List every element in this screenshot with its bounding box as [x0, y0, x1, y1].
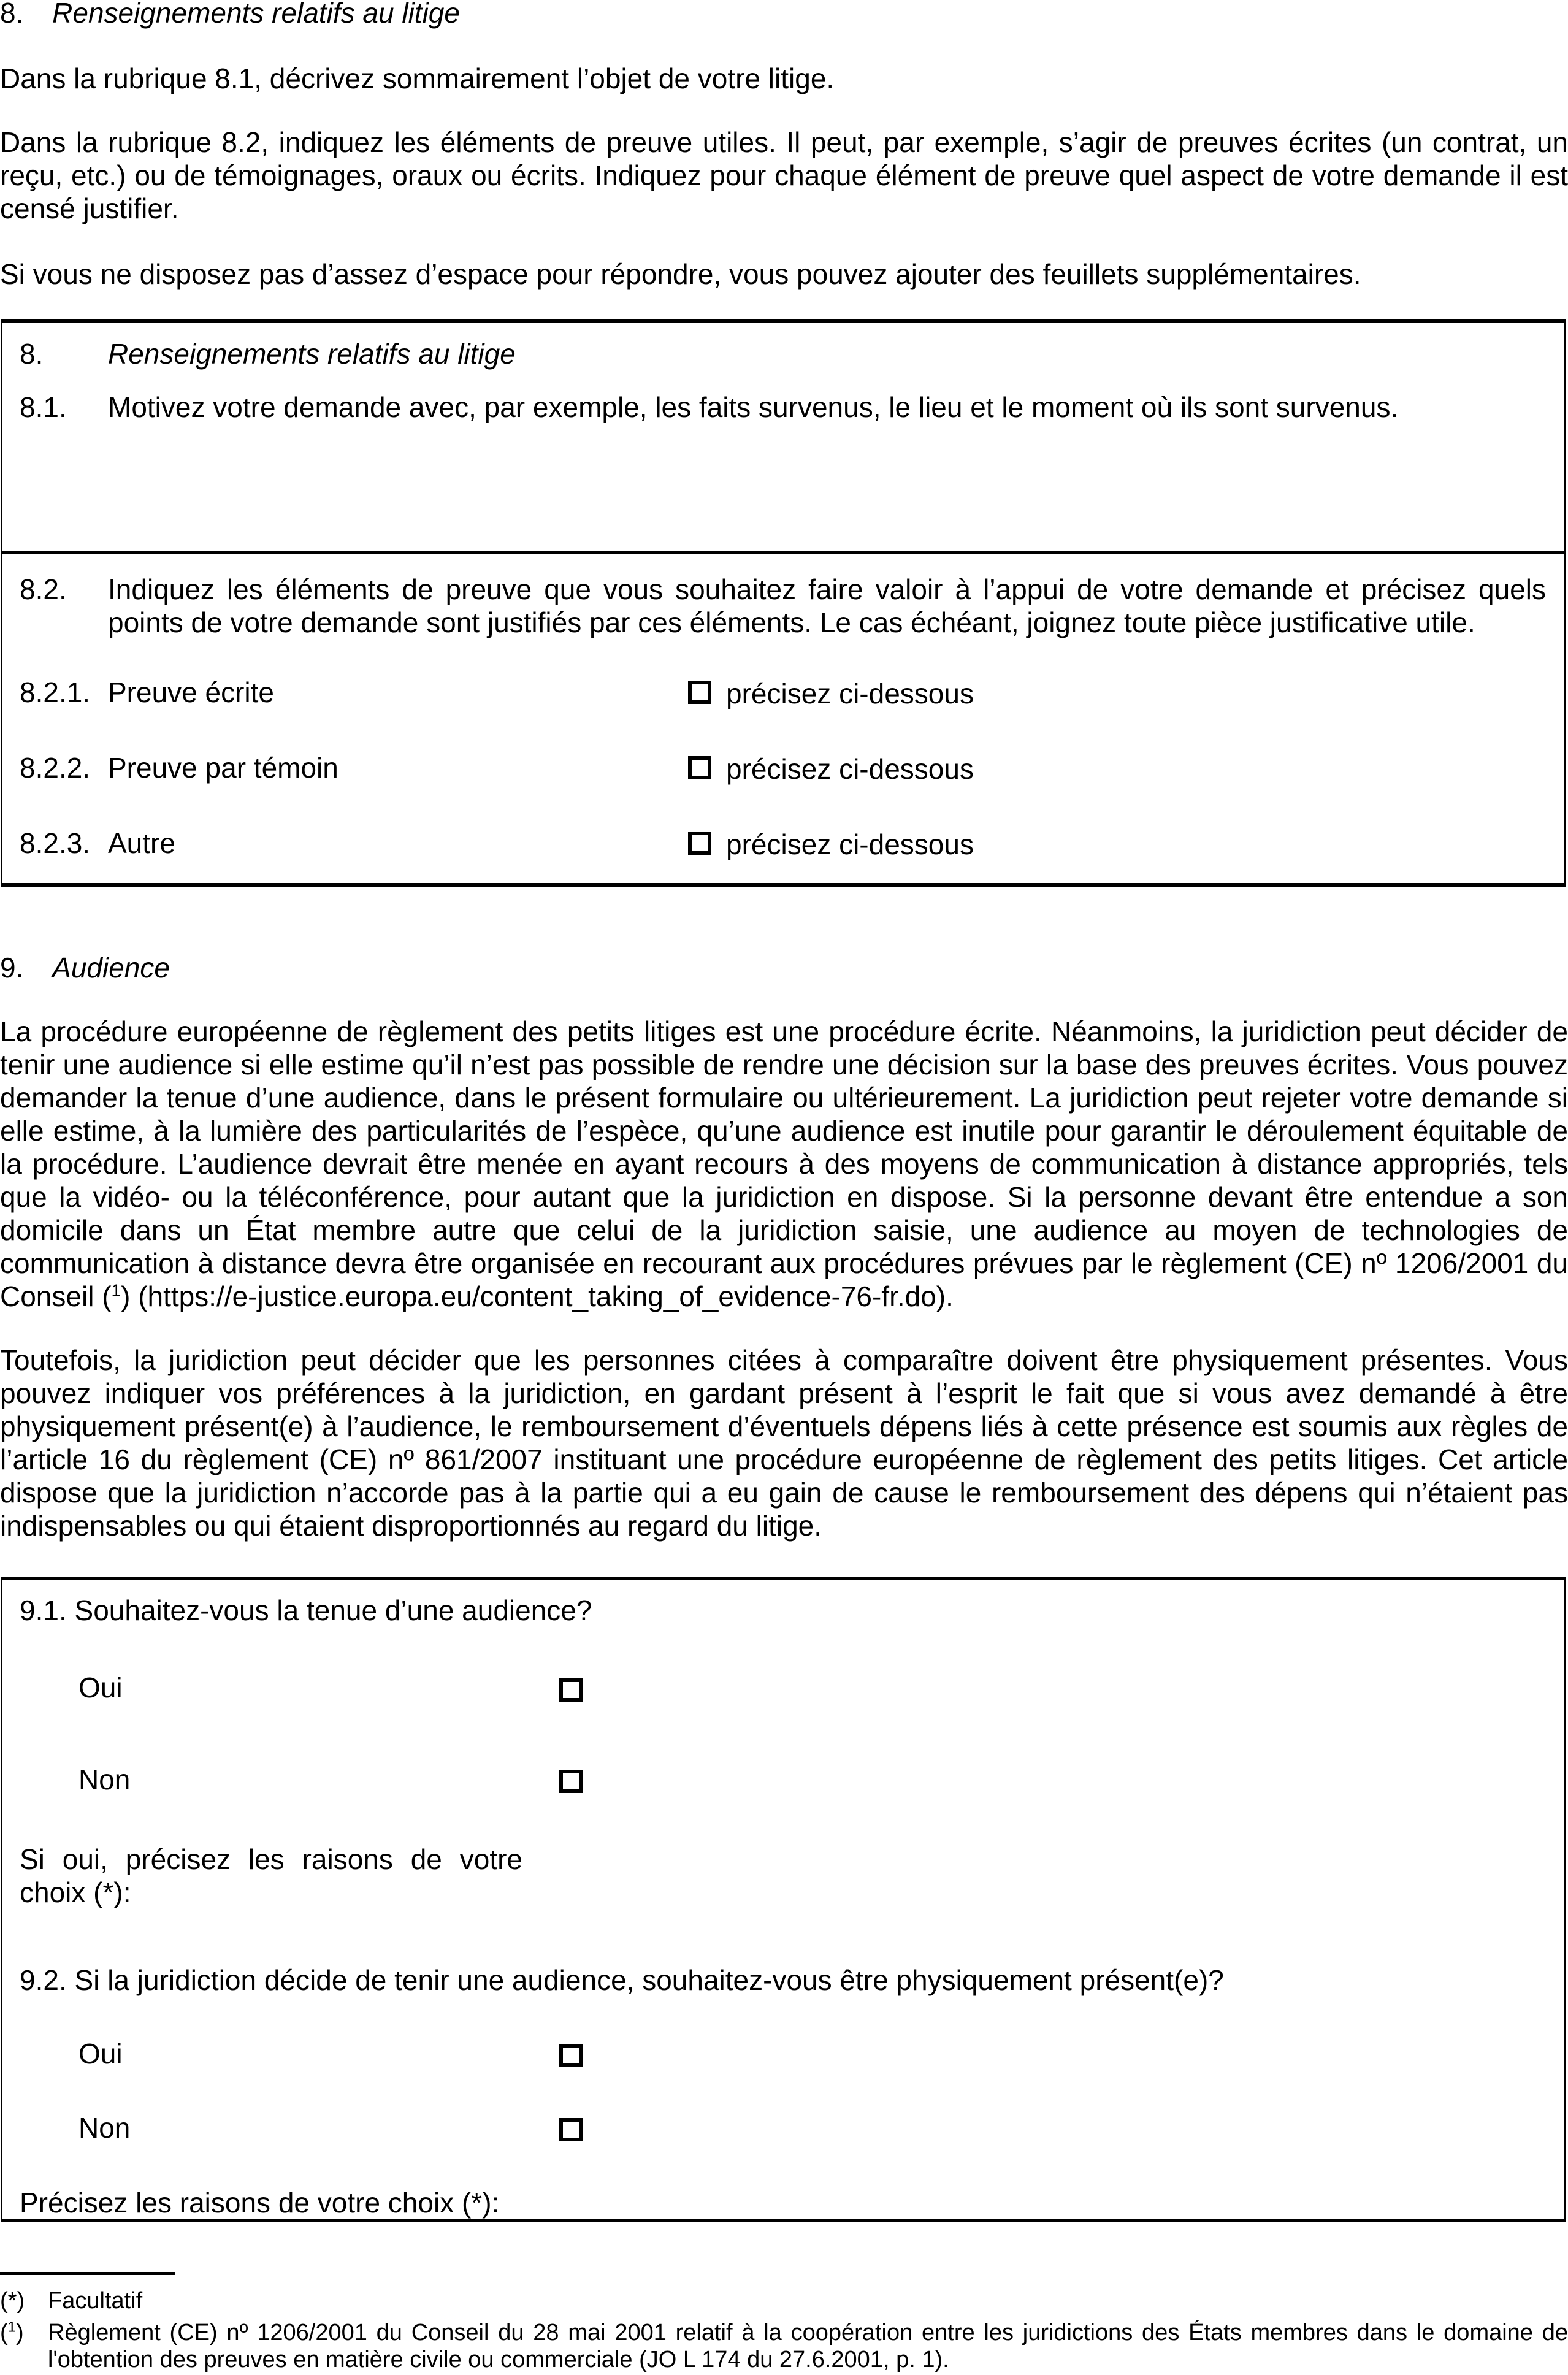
q91-yes-checkbox[interactable] — [559, 1678, 583, 1702]
q82-number: 8.2. — [20, 573, 67, 605]
q91-text: 9.1. Souhaitez-vous la tenue d’une audience? — [20, 1594, 592, 1626]
section-8-heading — [0, 0, 460, 29]
section-8-intro-1: Dans la rubrique 8.1, décrivez sommairement l’objet de votre litige. — [0, 63, 835, 94]
paragraph-text-link[interactable]: ) (https://e-justice.europa.eu/content_taking_of_evidence-76-fr.do). — [121, 1280, 954, 1312]
footnote-text: Facultatif — [48, 2288, 143, 2314]
section-8-number: 8. — [0, 0, 24, 29]
section-9-form-box — [1, 1577, 1566, 2222]
section-8-intro-3: Si vous ne disposez pas d’assez d’espace pour répondre, vous pouvez ajouter des feuillets supplémentaires. — [0, 258, 1361, 290]
section-9-paragraph-2: Toutefois, la juridiction peut décider que les personnes citées à comparaître doivent être physiquement présentes. Vous pouvez indiquer vos préférences à la juridiction, en gardant présent à l’esprit le fait que si vous avez demandé à être physiquement présent(e) à l’audience, le remboursement d’éventuels dépens liés à cette présence est soumis aux règles de l’article 16 du règlement (CE) nº 861/2007 instituant une procédure européenne de règlement des petits litiges. Cet article dispose que la juridiction n’accorde pas à la partie qui a eu gain de cause le remboursement des dépens qui n’étaient pas indispensables ou qui étaient disproportionnés au regard du litige. — [0, 1344, 1568, 1542]
evidence-row-witness — [2, 751, 1564, 784]
q81-text: Motivez votre demande avec, par exemple, les faits survenus, le lieu et le moment où ils sont survenus. — [108, 391, 1399, 423]
evidence-number: 8.2.3. — [20, 827, 91, 859]
q92-text: 9.2. Si la juridiction décide de tenir une audience, souhaitez-vous être physiquement présent(e)? — [20, 1964, 1224, 1996]
evidence-option-label: précisez ci-dessous — [726, 678, 974, 709]
q82-text: Indiquez les éléments de preuve que vous souhaitez faire valoir à l’appui de votre demande et précisez quels points de votre demande sont justifiés par ces éléments. Le cas échéant, joignez toute pièce justificative utile. — [108, 573, 1546, 638]
q91-no-checkbox[interactable] — [559, 1770, 583, 1793]
q92-yes-checkbox[interactable] — [559, 2044, 583, 2067]
evidence-witness-checkbox[interactable] — [688, 756, 711, 779]
q92-reasons-label: Précisez les raisons de votre choix (*): — [20, 2187, 500, 2219]
section-9-paragraph-1 — [0, 1015, 1568, 1313]
paragraph-text: La procédure européenne de règlement des petits litiges est une procédure écrite. Néanmoins, la juridiction peut décider de tenir une audience si elle estime qu’il n’est pas possible de rendre une décision sur la base des preuves écrites. Vous pouvez demander la tenue d’une audience, dans le présent formulaire ou ultérieurement. La juridiction peut rejeter votre demande si elle estime, à la lumière des particularités de l’espèce, qu’une audience est inutile pour garantir le déroulement équitable de la procédure. L’audience devrait être menée en ayant recours à des moyens de communication à distance appropriés, tels que la vidéo- ou la téléconférence, pour autant que la juridiction en dispose. Si la personne devant être entendue a son domicile dans un État membre autre que celui de la juridiction saisie, une audience au moyen de technologies de communication à distance devra être organisée en recourant aux procédures prévues par le règlement (CE) nº 1206/2001 du Conseil ( — [0, 1015, 1568, 1312]
section-9-number: 9. — [0, 952, 24, 984]
q91-reasons-answer-area[interactable] — [542, 1838, 1523, 1918]
q92-no-checkbox[interactable] — [559, 2118, 583, 2141]
section-9-heading — [0, 951, 170, 984]
footnote-mark: ($^1$) — [0, 2319, 24, 2346]
evidence-label: Preuve écrite — [108, 676, 275, 708]
evidence-written-checkbox[interactable] — [688, 681, 711, 704]
evidence-other-checkbox[interactable] — [688, 832, 711, 855]
evidence-number: 8.2.1. — [20, 676, 91, 708]
q81-answer-area[interactable] — [2, 427, 1564, 549]
footnote-separator — [0, 2272, 175, 2275]
evidence-label: Autre — [108, 827, 175, 859]
evidence-option-label: précisez ci-dessous — [726, 828, 974, 860]
footnote-text: Règlement (CE) nº 1206/2001 du Conseil du 28 mai 2001 relatif à la coopération entre les juridictions des États membres dans le domaine de l'obtention des preuves en matière civile ou commerciale (JO L 174 du 27.6.2001, p. 1). — [48, 2320, 1568, 2373]
q91-reasons-label: Si oui, précisez les raisons de votre choix (*): — [20, 1843, 522, 1908]
box-8-header-title: Renseignements relatifs au litige — [108, 338, 516, 370]
q92-option-no-label: Non — [78, 2112, 131, 2144]
box-8-divider — [2, 551, 1564, 554]
section-8-form-box — [1, 319, 1566, 887]
section-9-title: Audience — [52, 952, 170, 984]
section-8-intro-2: Dans la rubrique 8.2, indiquez les éléments de preuve utiles. Il peut, par exemple, s’agir de preuves écrites (un contrat, un reçu, etc.) ou de témoignages, oraux ou écrits. Indiquez pour chaque élément de preuve quel aspect de votre demande il est censé justifier. — [0, 126, 1568, 224]
footnote-ref[interactable]: 1 — [111, 1280, 121, 1300]
evidence-row-other — [2, 827, 1564, 860]
evidence-number: 8.2.2. — [20, 752, 91, 784]
q81-number: 8.1. — [20, 391, 67, 423]
evidence-row-written — [2, 676, 1564, 709]
q91-option-yes-label: Oui — [78, 1672, 123, 1704]
evidence-option-label: précisez ci-dessous — [726, 753, 974, 785]
section-8-title: Renseignements relatifs au litige — [52, 0, 460, 29]
evidence-label: Preuve par témoin — [108, 752, 338, 784]
q92-option-yes-label: Oui — [78, 2038, 123, 2070]
box-8-header-number: 8. — [20, 338, 44, 370]
footnote-mark: (*) — [0, 2288, 25, 2314]
q91-option-no-label: Non — [78, 1764, 131, 1796]
